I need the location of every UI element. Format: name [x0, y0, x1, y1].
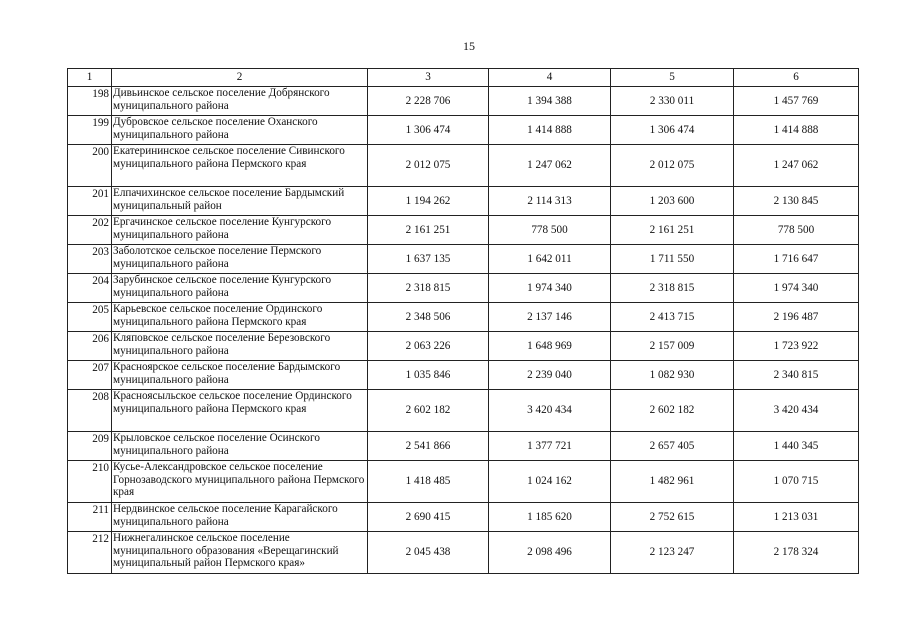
row-number: 208: [68, 390, 112, 432]
table-row: [68, 532, 859, 574]
value-col5: 2 413 715: [611, 303, 734, 332]
value-col5: 2 012 075: [611, 145, 734, 187]
value-col6: 1 457 769: [734, 87, 859, 116]
table-row: [68, 390, 859, 432]
column-header: 3: [368, 69, 489, 87]
table-row: [68, 216, 859, 245]
row-number: 204: [68, 274, 112, 303]
value-col3: 2 541 866: [368, 432, 489, 461]
settlement-name: Красноярское сельское поселение Бардымского муниципального района: [112, 361, 368, 390]
settlement-name: Екатерининское сельское поселение Сивинского муниципального района Пермского края: [112, 145, 368, 187]
settlement-name: Ергачинское сельское поселение Кунгурского муниципального района: [112, 216, 368, 245]
value-col5: 2 330 011: [611, 87, 734, 116]
value-col6: 2 130 845: [734, 187, 859, 216]
table-row: [68, 432, 859, 461]
table-row: [68, 461, 859, 503]
value-col4: 2 114 313: [489, 187, 611, 216]
settlement-name: Елпачихинское сельское поселение Бардымский муниципальный район: [112, 187, 368, 216]
value-col3: 2 063 226: [368, 332, 489, 361]
value-col6: 1 070 715: [734, 461, 859, 503]
value-col4: 2 098 496: [489, 532, 611, 574]
value-col3: 2 161 251: [368, 216, 489, 245]
value-col3: 2 602 182: [368, 390, 489, 432]
value-col3: 2 045 438: [368, 532, 489, 574]
value-col4: 1 974 340: [489, 274, 611, 303]
table-row: [68, 187, 859, 216]
column-header: 2: [112, 69, 368, 87]
row-number: 211: [68, 503, 112, 532]
table-body: [68, 87, 859, 574]
value-col5: 1 711 550: [611, 245, 734, 274]
value-col4: 1 247 062: [489, 145, 611, 187]
value-col3: 2 348 506: [368, 303, 489, 332]
table-row: [68, 87, 859, 116]
row-number: 202: [68, 216, 112, 245]
settlement-name: Карьевское сельское поселение Ординского муниципального района Пермского края: [112, 303, 368, 332]
settlement-name: Кляповское сельское поселение Березовского муниципального района: [112, 332, 368, 361]
page-number: 15: [463, 39, 475, 53]
table-row: [68, 145, 859, 187]
value-col6: 1 716 647: [734, 245, 859, 274]
value-col4: 1 377 721: [489, 432, 611, 461]
value-col3: 2 318 815: [368, 274, 489, 303]
value-col4: 2 239 040: [489, 361, 611, 390]
settlement-name: Зарубинское сельское поселение Кунгурского муниципального района: [112, 274, 368, 303]
value-col6: 1 974 340: [734, 274, 859, 303]
value-col4: 3 420 434: [489, 390, 611, 432]
value-col3: 1 306 474: [368, 116, 489, 145]
value-col6: 2 196 487: [734, 303, 859, 332]
table-row: [68, 361, 859, 390]
value-col6: 778 500: [734, 216, 859, 245]
value-col4: 1 642 011: [489, 245, 611, 274]
value-col5: 2 157 009: [611, 332, 734, 361]
value-col5: 2 161 251: [611, 216, 734, 245]
row-number: 199: [68, 116, 112, 145]
value-col5: 1 306 474: [611, 116, 734, 145]
value-col5: 2 318 815: [611, 274, 734, 303]
column-header: 4: [489, 69, 611, 87]
value-col5: 2 657 405: [611, 432, 734, 461]
value-col3: 2 228 706: [368, 87, 489, 116]
value-col5: 1 482 961: [611, 461, 734, 503]
row-number: 210: [68, 461, 112, 503]
value-col6: 1 213 031: [734, 503, 859, 532]
settlement-name: Заболотское сельское поселение Пермского муниципального района: [112, 245, 368, 274]
row-number: 209: [68, 432, 112, 461]
row-number: 205: [68, 303, 112, 332]
value-col6: 1 414 888: [734, 116, 859, 145]
row-number: 201: [68, 187, 112, 216]
value-col3: 2 690 415: [368, 503, 489, 532]
column-header: 1: [68, 69, 112, 87]
row-number: 203: [68, 245, 112, 274]
settlement-name: Красноясыльское сельское поселение Ординского муниципального района Пермского края: [112, 390, 368, 432]
settlement-name: Нижнегалинское сельское поселение муниципального образования «Верещагинский муниципальный район Пермского края»: [112, 532, 368, 574]
value-col4: 1 024 162: [489, 461, 611, 503]
header-row: [68, 69, 859, 87]
row-number: 207: [68, 361, 112, 390]
value-col6: 1 440 345: [734, 432, 859, 461]
value-col5: 2 123 247: [611, 532, 734, 574]
value-col3: 2 012 075: [368, 145, 489, 187]
row-number: 206: [68, 332, 112, 361]
value-col3: 1 035 846: [368, 361, 489, 390]
value-col3: 1 418 485: [368, 461, 489, 503]
table-row: [68, 332, 859, 361]
value-col5: 1 203 600: [611, 187, 734, 216]
value-col3: 1 637 135: [368, 245, 489, 274]
column-header: 5: [611, 69, 734, 87]
value-col5: 2 752 615: [611, 503, 734, 532]
settlement-name: Дивьинское сельское поселение Добрянского муниципального района: [112, 87, 368, 116]
table-row: [68, 503, 859, 532]
value-col6: 3 420 434: [734, 390, 859, 432]
value-col3: 1 194 262: [368, 187, 489, 216]
value-col6: 1 247 062: [734, 145, 859, 187]
row-number: 212: [68, 532, 112, 574]
value-col4: 1 185 620: [489, 503, 611, 532]
value-col6: 2 340 815: [734, 361, 859, 390]
value-col4: 778 500: [489, 216, 611, 245]
value-col4: 1 414 888: [489, 116, 611, 145]
settlement-name: Дубровское сельское поселение Оханского муниципального района: [112, 116, 368, 145]
settlements-table: [67, 68, 859, 574]
table-row: [68, 303, 859, 332]
value-col4: 1 394 388: [489, 87, 611, 116]
value-col5: 2 602 182: [611, 390, 734, 432]
row-number: 198: [68, 87, 112, 116]
settlement-name: Нердвинское сельское поселение Карагайского муниципального района: [112, 503, 368, 532]
value-col4: 2 137 146: [489, 303, 611, 332]
value-col6: 1 723 922: [734, 332, 859, 361]
value-col4: 1 648 969: [489, 332, 611, 361]
table-row: [68, 245, 859, 274]
table-row: [68, 116, 859, 145]
settlement-name: Кусье-Александровское сельское поселение Горнозаводского муниципального района Пермского края: [112, 461, 368, 503]
value-col5: 1 082 930: [611, 361, 734, 390]
settlement-name: Крыловское сельское поселение Осинского муниципального района: [112, 432, 368, 461]
row-number: 200: [68, 145, 112, 187]
value-col6: 2 178 324: [734, 532, 859, 574]
column-header: 6: [734, 69, 859, 87]
table-row: [68, 274, 859, 303]
